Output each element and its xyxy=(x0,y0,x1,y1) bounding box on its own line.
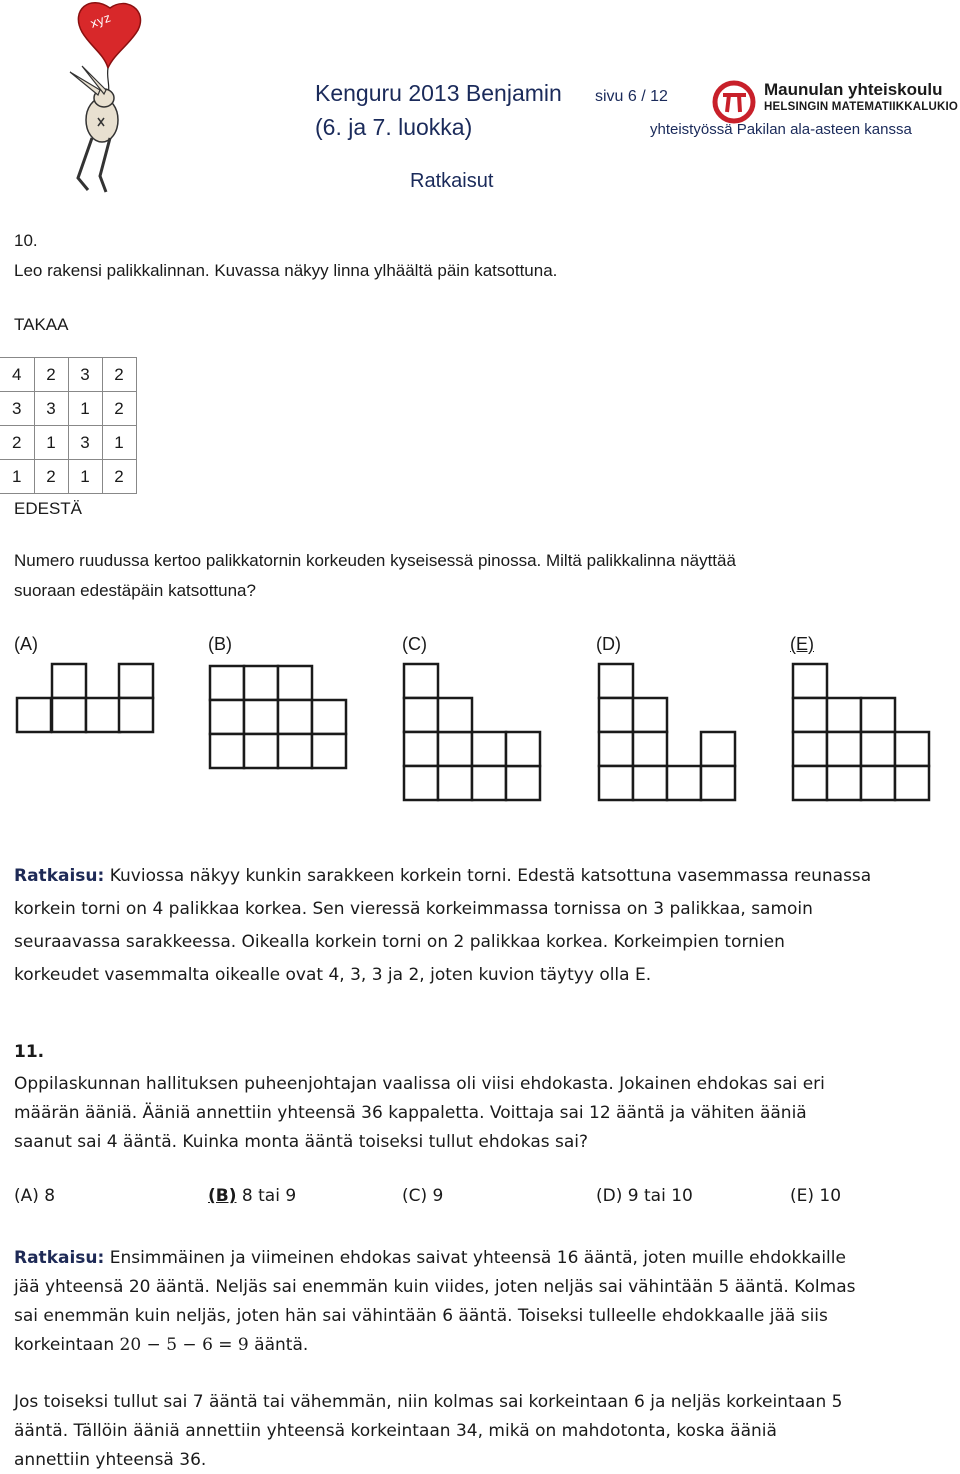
figure-c xyxy=(404,664,540,800)
q11-solution-text: Ensimmäinen ja viimeinen ehdokas saivat yhteensä 16 ääntä, joten muille ehdokkaille xyxy=(104,1248,846,1268)
balloon-text: xyz xyxy=(88,10,113,31)
solutions-heading: Ratkaisut xyxy=(410,170,494,192)
figure-a xyxy=(17,664,153,732)
q10-solution-line: seuraavassa sarakkeessa. Oikealla korkein torni on 2 palikkaa korkea. Korkeimpien tornien xyxy=(14,932,785,952)
q11-solution-line xyxy=(14,1331,960,1360)
option-label: (A) xyxy=(14,1186,39,1206)
grid-cell: 4 xyxy=(0,358,34,392)
block-figures xyxy=(0,655,960,805)
grid-cell: 1 xyxy=(0,460,34,494)
grid-cell: 2 xyxy=(102,392,136,426)
figure-e xyxy=(793,664,929,800)
q10-question-line1: Numero ruudussa kertoo palikkatornin korkeuden kyseisessä pinossa. Miltä palikkalinna näyttää xyxy=(14,551,736,570)
q10-solution-line: korkein torni on 4 palikkaa korkea. Sen vieressä korkeimmassa tornissa on 3 palikkaa, samoin xyxy=(14,899,813,919)
q11-question-line: määrän ääniä. Ääniä annettiin yhteensä 36 kappaletta. Voittaja sai 12 ääntä ja vähiten ääniä xyxy=(14,1103,807,1123)
q11-solution-p1 xyxy=(14,1244,960,1360)
pi-logo-icon xyxy=(712,80,760,124)
grade-label: (6. ja 7. luokka) xyxy=(315,114,473,140)
q10-number: 10. xyxy=(14,231,38,250)
q11-question-line: Oppilaskunnan hallituksen puheenjohtajan vaalissa oli viisi ehdokasta. Jokainen ehdokas sai eri xyxy=(14,1074,825,1094)
option-label: (B) xyxy=(208,1186,237,1206)
q10-question-line2: suoraan edestäpäin katsottuna? xyxy=(14,581,256,600)
contest-title: Kenguru 2013 Benjamin xyxy=(315,80,562,106)
grid-cell: 1 xyxy=(34,426,68,460)
q11-solution-prefix: korkeintaan xyxy=(14,1335,120,1355)
cooperation-note: yhteistyössä Pakilan ala-asteen kanssa xyxy=(650,121,912,138)
q11-question xyxy=(14,1070,960,1157)
q11-solution-line: jää yhteensä 20 ääntä. Neljäs sai enemmän kuin viides, joten neljäs sai vähintään 5 ääntä. Kolmas xyxy=(14,1277,856,1297)
q11-question-line: saanut sai 4 ääntä. Kuinka monta ääntä toiseksi tullut ehdokas sai? xyxy=(14,1132,589,1152)
school-name: Maunulan yhteiskoulu xyxy=(764,80,943,99)
grid-cell: 3 xyxy=(68,426,102,460)
grid-cell: 1 xyxy=(68,460,102,494)
figure-d xyxy=(599,664,735,800)
grid-cell: 3 xyxy=(68,358,102,392)
q11-solution-line: ääntä. Tällöin ääniä annettiin yhteensä korkeintaan 34, mikä on mahdotonta, koska ääniä xyxy=(14,1421,777,1441)
back-label: TAKAA xyxy=(14,315,69,334)
q11-option-c[interactable] xyxy=(402,1186,443,1206)
option-text: 10 xyxy=(814,1186,842,1206)
grid-cell: 2 xyxy=(34,358,68,392)
q11-solution-p2 xyxy=(14,1388,960,1474)
q10-option-c[interactable]: (C) xyxy=(402,634,427,654)
grid-row xyxy=(0,392,136,426)
q10-option-e-correct[interactable]: (E) xyxy=(790,634,814,654)
grid-cell: 2 xyxy=(102,358,136,392)
balloon-rabbit-logo xyxy=(60,0,160,200)
grid-cell: 2 xyxy=(34,460,68,494)
front-label: EDESTÄ xyxy=(14,499,83,518)
grid-cell: 1 xyxy=(68,392,102,426)
q10-option-a[interactable]: (A) xyxy=(14,634,38,654)
q10-solution-line: korkeudet vasemmalta oikealle ovat 4, 3, 3 ja 2, joten kuvion täytyy olla E. xyxy=(14,965,652,985)
q10-solution-line xyxy=(14,860,960,893)
q11-option-d[interactable] xyxy=(596,1186,693,1206)
school-subtitle: HELSINGIN MATEMATIIKKALUKIO xyxy=(764,101,959,113)
q11-option-b-correct[interactable] xyxy=(208,1186,296,1206)
q11-option-a[interactable] xyxy=(14,1186,55,1206)
page-number: sivu 6 / 12 xyxy=(595,88,668,105)
q10-option-d[interactable]: (D) xyxy=(596,634,621,654)
q10-intro: Leo rakensi palikkalinnan. Kuvassa näkyy linna ylhäältä päin katsottuna. xyxy=(14,261,558,280)
option-text: 8 tai 9 xyxy=(236,1186,297,1206)
grid-cell: 2 xyxy=(0,426,34,460)
q11-solution-line: sai enemmän kuin neljäs, joten hän sai vähintään 6 ääntä. Toiseksi tulleelle ehdokkaalle jää siis xyxy=(14,1306,828,1326)
q11-solution-line: Jos toiseksi tullut sai 7 ääntä tai vähemmän, niin kolmas sai korkeintaan 6 ja neljäs korkeintaan 5 xyxy=(14,1392,843,1412)
grid-cell: 1 xyxy=(102,426,136,460)
q11-solution-label: Ratkaisu: xyxy=(14,1248,105,1268)
option-text: 9 xyxy=(427,1186,444,1206)
q11-solution-line xyxy=(14,1244,960,1273)
q10-option-b[interactable]: (B) xyxy=(208,634,232,654)
option-text: 8 xyxy=(38,1186,56,1206)
option-label: (D) xyxy=(596,1186,623,1206)
grid-cell: 3 xyxy=(34,392,68,426)
option-label: (C) xyxy=(402,1186,428,1206)
q10-solution-label: Ratkaisu: xyxy=(14,866,105,886)
height-grid xyxy=(0,357,137,494)
grid-row xyxy=(0,460,136,494)
grid-row xyxy=(0,426,136,460)
grid-row xyxy=(0,358,136,392)
grid-cell: 3 xyxy=(0,392,34,426)
q11-solution-math: 20 − 5 − 6 = 9 xyxy=(119,1335,249,1355)
q10-solution xyxy=(14,860,960,992)
grid-cell: 2 xyxy=(102,460,136,494)
figure-b xyxy=(210,666,346,768)
q11-number: 11. xyxy=(14,1042,45,1062)
q10-solution-text: Kuviossa näkyy kunkin sarakkeen korkein torni. Edestä katsottuna vasemmassa reunassa xyxy=(104,866,872,886)
option-label: (E) xyxy=(790,1186,815,1206)
q11-option-e[interactable] xyxy=(790,1186,841,1206)
q11-solution-suffix: ääntä. xyxy=(248,1335,309,1355)
q11-solution-line: annettiin yhteensä 36. xyxy=(14,1450,207,1470)
option-text: 9 tai 10 xyxy=(622,1186,693,1206)
